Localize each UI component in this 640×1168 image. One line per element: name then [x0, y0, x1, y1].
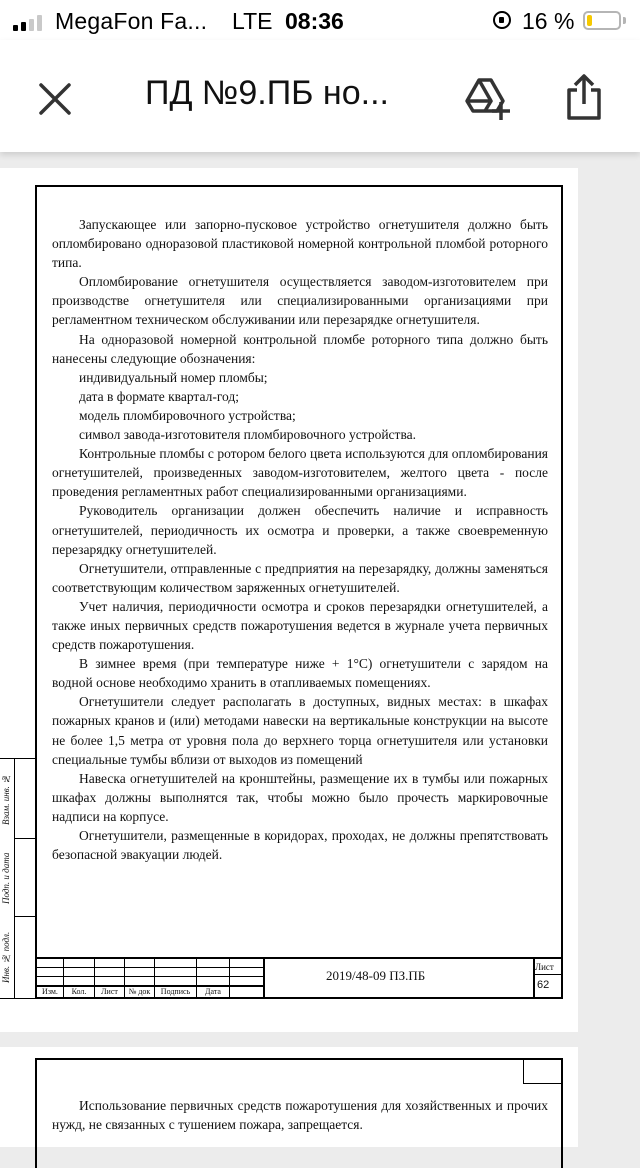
stamp-header: Лист [101, 987, 118, 996]
document-title: ПД №9.ПБ но... [145, 74, 389, 112]
document-page[interactable] [0, 168, 578, 1032]
battery-cap [623, 17, 626, 24]
battery-percent: 16 % [522, 8, 575, 34]
stamp-header: № док [128, 987, 151, 996]
side-stamp-table [0, 758, 35, 999]
paragraph: Учет наличия, периодичности осмотра и сроков перезарядки огнетушителей, а также иных первичных средств пожаротушения ведется в журнале учета первичных средств пожаротушения. [52, 598, 548, 653]
carrier-name: MegaFon Fa... [55, 8, 208, 34]
paragraph: Опломбирование огнетушителя осуществляется заводом-изготовителем при производстве огнетушителя или специализированными организациями при регламентном техническом обслуживании или перезарядке огнетушителя. [52, 274, 548, 328]
side-label: Инв. № подл. [1, 931, 11, 984]
sheet-number: 62 [537, 979, 550, 991]
network-type: LTE [232, 8, 273, 34]
status-time: 08:36 [285, 8, 344, 34]
side-label: Взам. инв. № [1, 773, 11, 825]
status-bar [0, 0, 640, 40]
battery-level-fill [587, 15, 592, 26]
page-body-text [52, 1096, 548, 1134]
stamp-header: Дата [205, 987, 221, 996]
page-body-text [52, 215, 548, 864]
add-to-drive-icon [463, 76, 511, 122]
paragraph: Огнетушители следует располагать в доступных, видных местах: в шкафах пожарных кранов и (или) методами навески на вертикальные конструкции на высоте не более 1,5 метра от уровня пола до верхнего торца огнетушителя или установки специальные тумбы вблизи от выходов из помещений [52, 694, 548, 767]
share-icon [564, 74, 604, 122]
side-cell [14, 917, 35, 998]
side-label: Подп. и дата [1, 852, 11, 904]
document-code: 2019/48-09 ПЗ.ПБ [326, 968, 426, 983]
list-item: символ завода-изготовителя пломбировочного устройства. [79, 427, 417, 443]
stamp-header: Изм. [42, 987, 58, 996]
close-icon [34, 78, 76, 120]
list-item: модель пломбировочного устройства; [79, 407, 296, 423]
sheet-label: Лист [535, 962, 554, 972]
share-button[interactable] [564, 74, 604, 122]
paragraph: Запускающее или запорно-пусковое устройство огнетушителя должно быть опломбировано одноразовой пластиковой номерной контрольной пломбой роторного типа. [52, 217, 548, 271]
document-page[interactable] [0, 1047, 578, 1147]
stamp-header: Кол. [71, 987, 87, 996]
paragraph: Навеска огнетушителей на кронштейны, размещение их в тумбы или пожарных шкафах должны выполнятся так, чтобы можно было прочесть маркировочные надписи на корпусе. [52, 770, 548, 824]
stamp-header: Подпись [160, 987, 191, 996]
corner-box [523, 1060, 561, 1084]
list-item: дата в формате квартал-год; [79, 388, 240, 404]
signal-strength-icon [13, 15, 47, 31]
list-item: индивидуальный номер пломбы; [79, 369, 268, 385]
close-button[interactable] [34, 78, 76, 120]
paragraph: Огнетушители, отправленные с предприятия на перезарядку, должны заменяться соответствующим количеством заряженных огнетушителей. [52, 560, 548, 595]
side-cell [14, 759, 35, 839]
paragraph: Использование первичных средств пожаротушения для хозяйственных и прочих нужд, не связанных с тушением пожара, запрещается. [52, 1098, 548, 1133]
rotation-lock-icon [493, 11, 511, 29]
paragraph: На одноразовой номерной контрольной пломбе роторного типа должно быть нанесены следующие обозначения: [52, 331, 548, 366]
paragraph: Огнетушители, размещенные в коридорах, проходах, не должны препятствовать безопасной эвакуации людей. [52, 828, 548, 863]
document-toolbar [0, 40, 640, 152]
battery-icon [583, 11, 621, 30]
paragraph: Контрольные пломбы с ротором белого цвета используются для опломбирования огнетушителей, произведенных заводом-изготовителем, желтого цвета - после проведения регламентных работ специализированными организациями. [52, 446, 548, 500]
paragraph: В зимнее время (при температуре ниже + 1°С) огнетушители с зарядом на водной основе необходимо хранить в отапливаемых помещениях. [52, 656, 548, 691]
title-block-stamp [37, 957, 561, 997]
side-cell [14, 839, 35, 917]
add-to-drive-button[interactable] [463, 76, 511, 122]
paragraph: Руководитель организации должен обеспечить наличие и исправность огнетушителей, периодичность их осмотра и проверки, а также своевременную перезарядку огнетушителей. [52, 503, 548, 557]
